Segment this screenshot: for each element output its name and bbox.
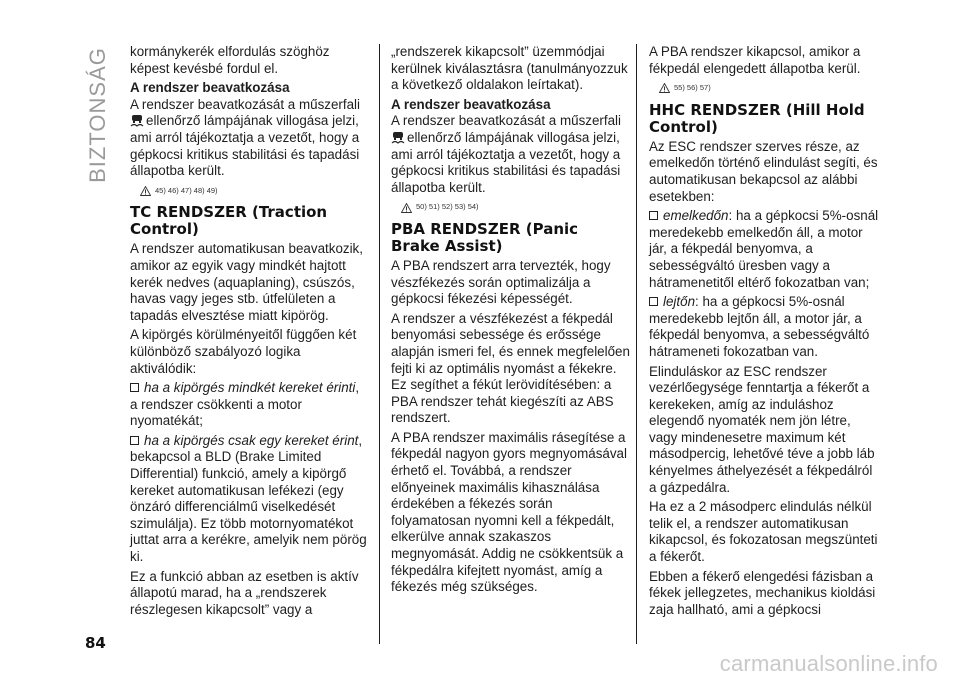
warning-references [401, 199, 631, 216]
subheading: A rendszer beavatkozása [130, 80, 290, 96]
bullet-item [130, 433, 370, 566]
warning-reference-numbers: 50) 51) 52) 53) 54) [416, 202, 479, 212]
paragraph: A PBA rendszert arra tervezték, hogy vészfékezés során optimalizálja a gépkocsi fékezési képességét. [391, 257, 611, 307]
column-divider [379, 44, 380, 644]
square-bullet-icon [130, 383, 139, 392]
paragraph: A PBA rendszer kikapcsol, amikor a fékpedál elengedett állapotba kerül. [649, 44, 861, 76]
esc-skid-warning-light-icon [391, 131, 405, 144]
bullet-emphasis: ha a kipörgés mindkét kereket érinti [144, 380, 356, 396]
text-column-3 [649, 44, 881, 621]
bullet-item [649, 294, 881, 360]
paragraph: kormánykerék elfordulás szöghöz képest kevésbé fordul el. [130, 44, 330, 76]
paragraph: Az ESC rendszer szerves része, az emelkedőn történő elindulást segíti, és automatikusan bekapcsol az alábbi esetekben: [649, 138, 878, 204]
section-heading-pba: PBA RENDSZER (Panic Brake Assist) [391, 219, 579, 255]
paragraph: Elinduláskor az ESC rendszer vezérlőegysége fenntartja a fékerőt a kerekeken, amíg az induláshoz elegendő nyomaték nem jön létre, vagy mindenesetre maximum két másodpercig, lehetővé téve a jobb láb kényelmes áthelyezését a fékpedálról a gázpedálra. [649, 363, 875, 495]
paragraph: Ha ez a 2 másodperc elindulás nélkül telik el, a rendszer automatikusan kikapcsol, és fokozatosan megszünteti a fékerőt. [649, 499, 878, 565]
paragraph: A rendszer a vészfékezést a fékpedál benyomási sebessége és erőssége alapján ismeri fel, és ennek megfelelően fejti ki az optimális nyomást a fékekre. Ez segíthet a fékút lerövidítésében: a PBA rendszer tehát kiegészíti az ABS rendszert. [391, 310, 630, 426]
text-column-1 [130, 44, 370, 621]
paragraph: A PBA rendszer maximális rásegítése a fékpedál nagyon gyors megnyomásával érhető el. Továbbá, a rendszer előnyeinek maximális kihasználása érdekében a fékezés során folyamatosan nyomni kell a fékpedált, elkerülve annak szakaszos megnyomását. Addig ne csökkentsük a fékpedálra kifejtett nyomást, amíg a fékezés még szükséges. [391, 429, 627, 595]
paragraph: Ez a funkció abban az esetben is aktív állapotú marad, ha a „rendszerek részlegesen kikapcsolt” vagy a [130, 568, 359, 617]
bullet-item [130, 380, 370, 430]
paragraph [130, 97, 370, 180]
paragraph-text: A rendszer beavatkozását a műszerfali [130, 96, 360, 112]
square-bullet-icon [649, 211, 658, 220]
paragraph: Ebben a fékerő elengedési fázisban a fékek jellegzetes, mechanikus kioldási zaja hallható, ami a gépkocsi [649, 568, 876, 617]
bullet-emphasis: ha a kipörgés csak egy kereket érint [144, 432, 359, 448]
section-side-label-text: BIZTONSÁG [85, 47, 111, 183]
section-side-label [78, 40, 118, 190]
bullet-item [649, 208, 881, 291]
square-bullet-icon [130, 436, 139, 445]
square-bullet-icon [649, 297, 658, 306]
warning-reference-numbers: 55) 56) 57) [674, 83, 711, 93]
section-heading-tc: TC RENDSZER (Traction Control) [130, 203, 328, 239]
watermark: carmanualsonline.info [719, 651, 938, 676]
paragraph: A rendszer automatikusan beavatkozik, amikor az egyik vagy mindkét hajtott kerék nedves (aquaplaning), csúszós, havas vagy jeges stb. útfelületen a tapadás elvesztése miatt kipörög. [130, 241, 363, 323]
paragraph: A kipörgés körülményeitől függően két különböző szabályozó logika aktiválódik: [130, 327, 357, 376]
bullet-text: , a rendszer csökkenti a motor nyomatékát; [130, 380, 360, 429]
warning-references [659, 80, 881, 97]
paragraph [391, 113, 631, 196]
warning-triangle-icon [401, 203, 412, 213]
paragraph-text: A rendszer beavatkozását a műszerfali [391, 113, 621, 129]
paragraph: „rendszerek kikapcsolt” üzemmódjai kerülnek kiválasztásra (tanulmányozzuk a következő oldalakon leírtakat). [391, 44, 628, 93]
paragraph-text: ellenőrző lámpájának villogása jelzi, ami arról tájékoztatja a vezetőt, hogy a gépkocsi kritikus stabilitási és tapadási állapotba került. [130, 113, 360, 179]
column-divider [636, 44, 637, 644]
subheading: A rendszer beavatkozása [391, 96, 551, 112]
page-number: 84 [85, 634, 106, 652]
bullet-emphasis: lejtőn [663, 294, 696, 310]
warning-triangle-icon [659, 83, 670, 93]
esc-skid-warning-light-icon [130, 114, 144, 127]
section-heading-hhc: HHC RENDSZER (Hill Hold Control) [649, 100, 865, 136]
bullet-text: : ha a gépkocsi 5%-osnál meredekebb lejtőn áll, a motor jár, a fékpedál benyomva, a sebességváltó hátrameneti fokozatban van. [649, 294, 870, 359]
warning-reference-numbers: 45) 46) 47) 48) 49) [155, 185, 218, 195]
warning-references [140, 183, 370, 200]
paragraph-text: ellenőrző lámpájának villogása jelzi, ami arról tájékoztatja a vezetőt, hogy a gépkocsi kritikus stabilitási és tapadási állapotba került. [391, 129, 621, 195]
warning-triangle-icon [140, 186, 151, 196]
bullet-text: , bekapcsol a BLD (Brake Limited Differential) funkció, amely a kipörgő kereket automatikusan lefékezi (egy önzáró differenciálmű viselkedését szimulálja). Ez több motornyomatékot juttat arra a kerékre, amelyik nem pörög ki. [130, 432, 367, 565]
text-column-2 [391, 44, 631, 599]
bullet-emphasis: emelkedőn [663, 208, 729, 224]
bullet-text: : ha a gépkocsi 5%-osnál meredekebb emelkedőn áll, a motor jár, a fékpedál benyomva, a sebességváltó üresben vagy a hátramenetitől eltérő fokozatban van; [649, 208, 879, 290]
